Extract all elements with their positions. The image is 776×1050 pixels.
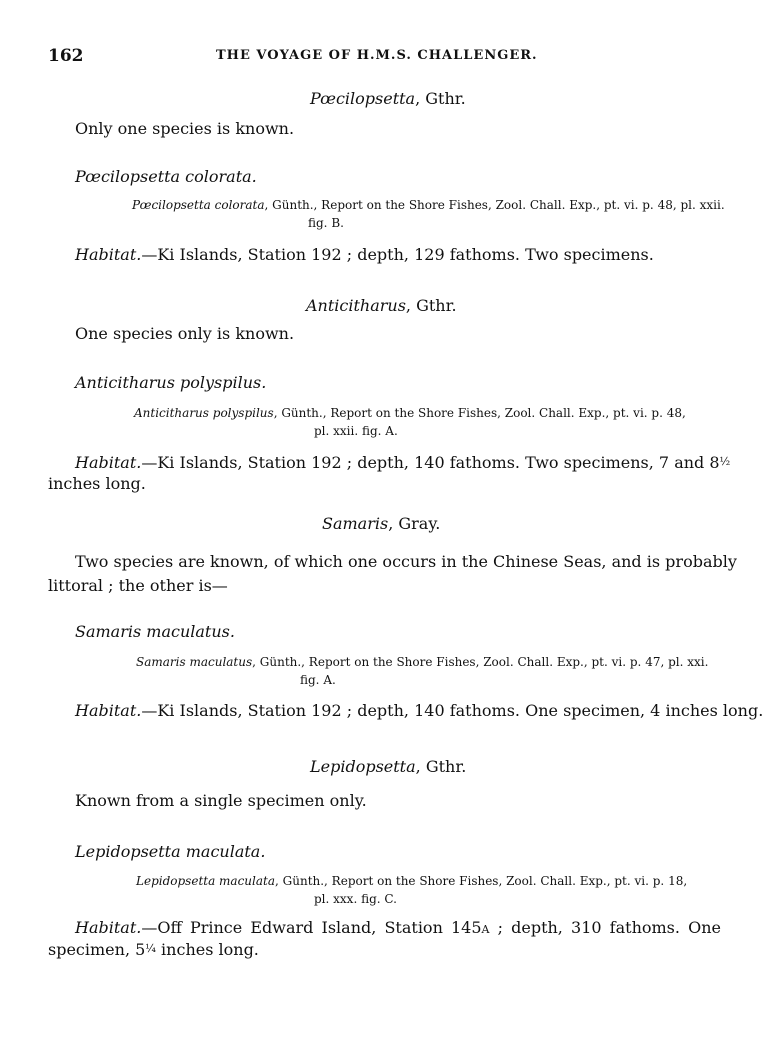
reference-line: pl. xxii. fig. A. <box>314 424 398 438</box>
habitat-text: ; depth, 310 fathoms. One <box>489 918 721 937</box>
habitat-paragraph <box>75 243 654 267</box>
habitat-paragraph <box>75 450 730 475</box>
genus-name: Samaris <box>322 514 389 533</box>
species-reference <box>134 404 686 440</box>
station-suffix: A <box>481 923 490 936</box>
habitat-paragraph <box>75 699 763 723</box>
species-reference <box>136 653 708 689</box>
reference-line: , Günth., Report on the Shore Fishes, Zool. Chall. Exp., pt. vi. p. 48, <box>273 406 686 420</box>
habitat-text: —Ki Islands, Station 192 ; depth, 140 fathoms. One specimen, 4 inches long. <box>141 701 764 720</box>
genus-intro: Two species are known, of which one occurs in the Chinese Seas, and is probably <box>75 552 737 571</box>
species-heading: Lepidopsetta maculata. <box>75 842 266 861</box>
habitat-text: —Ki Islands, Station 192 ; depth, 129 fathoms. Two specimens. <box>141 245 654 264</box>
genus-heading <box>310 757 466 776</box>
reference-line: pl. xxx. fig. C. <box>314 892 397 906</box>
species-heading: Pœcilopsetta colorata. <box>75 167 257 186</box>
genus-authority: , Gthr. <box>415 89 466 108</box>
habitat-continuation <box>48 940 259 959</box>
reference-line: , Günth., Report on the Shore Fishes, Zool. Chall. Exp., pt. vi. p. 18, <box>275 874 688 888</box>
genus-heading <box>310 89 466 108</box>
genus-heading <box>322 514 440 533</box>
species-heading: Samaris maculatus. <box>75 622 235 641</box>
habitat-text: inches long. <box>155 940 259 959</box>
fraction: ½ <box>719 455 731 468</box>
genus-intro: One species only is known. <box>75 324 295 343</box>
reference-taxon: Pœcilopsetta colorata <box>132 198 265 212</box>
genus-heading <box>306 296 457 315</box>
reference-line: , Günth., Report on the Shore Fishes, Zool. Chall. Exp., pt. vi. p. 47, pl. xxi. <box>252 655 709 669</box>
reference-taxon: Lepidopsetta maculata <box>136 874 276 888</box>
reference-line: fig. B. <box>308 216 344 230</box>
genus-authority: , Gray. <box>388 514 441 533</box>
species-heading: Anticitharus polyspilus. <box>75 373 267 392</box>
reference-taxon: Samaris maculatus <box>136 655 253 669</box>
habitat-text: —Off Prince Edward Island, Station 145 <box>141 918 482 937</box>
habitat-paragraph <box>75 916 721 942</box>
species-reference <box>132 196 725 232</box>
species-reference <box>136 872 687 908</box>
habitat-text: specimen, 5 <box>48 940 146 959</box>
running-title: THE VOYAGE OF H.M.S. CHALLENGER. <box>216 48 538 63</box>
habitat-continuation: inches long. <box>48 474 146 493</box>
reference-taxon: Anticitharus polyspilus <box>134 406 274 420</box>
fraction: ¼ <box>145 942 156 955</box>
habitat-text: —Ki Islands, Station 192 ; depth, 140 fathoms. Two specimens, 7 and 8 <box>141 453 720 472</box>
genus-name: Pœcilopsetta <box>310 89 416 108</box>
genus-authority: , Gthr. <box>415 757 467 776</box>
genus-name: Anticitharus <box>306 296 406 315</box>
page-number: 162 <box>48 46 84 66</box>
genus-authority: , Gthr. <box>405 296 457 315</box>
genus-intro: Only one species is known. <box>75 119 295 138</box>
genus-name: Lepidopsetta <box>310 757 416 776</box>
genus-intro: Known from a single specimen only. <box>75 791 367 810</box>
habitat-label: Habitat. <box>75 701 142 720</box>
habitat-label: Habitat. <box>75 918 142 937</box>
genus-intro-continuation: littoral ; the other is— <box>48 576 228 595</box>
habitat-label: Habitat. <box>75 453 142 472</box>
reference-line: , Günth., Report on the Shore Fishes, Zool. Chall. Exp., pt. vi. p. 48, pl. xxii. <box>264 198 725 212</box>
reference-line: fig. A. <box>300 673 336 687</box>
habitat-label: Habitat. <box>75 245 142 264</box>
